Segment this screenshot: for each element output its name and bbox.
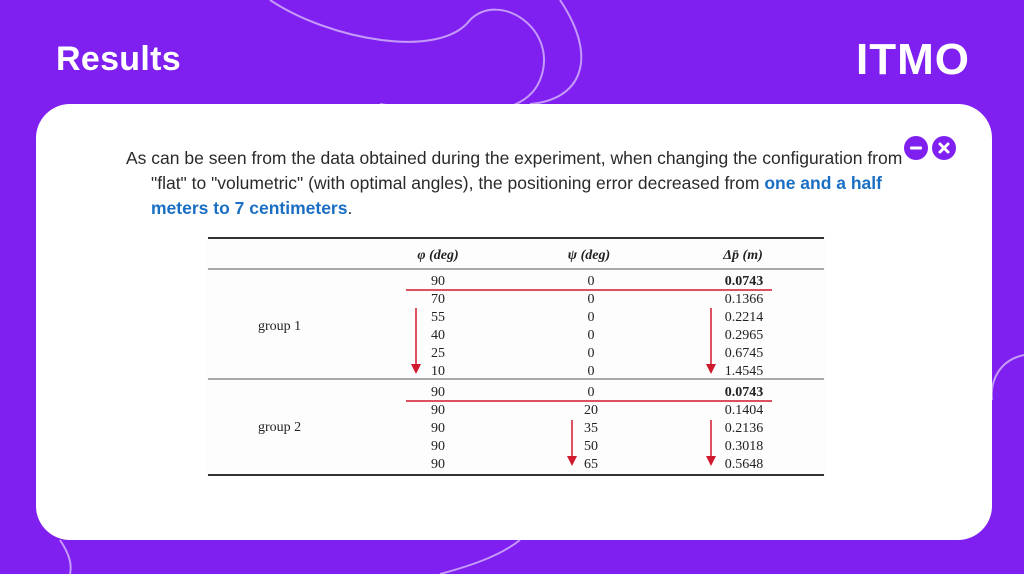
close-circle-icon bbox=[932, 136, 956, 160]
card-controls bbox=[902, 136, 962, 162]
arrow-down-icon bbox=[706, 308, 716, 374]
table-cell: 0.2965 bbox=[724, 328, 764, 343]
paragraph-highlight: one and a half meters to 7 centimeters bbox=[151, 173, 882, 218]
group-label: group 1 bbox=[258, 319, 302, 334]
table-cell: 0 bbox=[587, 346, 595, 361]
table-cell: 0 bbox=[587, 274, 595, 289]
table-cell: 35 bbox=[584, 421, 598, 436]
paragraph-text: As can be seen from the data obtained during the experiment, when changing the configuration from "flat" to "volumetric" (with optimal angles), the positioning error decreased from bbox=[126, 148, 903, 193]
slide-title: Results bbox=[56, 40, 181, 78]
header-dp: Δp̄ (m) bbox=[723, 248, 763, 263]
table-cell: 0.6745 bbox=[724, 346, 764, 361]
table-cell: 0 bbox=[587, 328, 595, 343]
itmo-logo bbox=[856, 36, 996, 84]
table-cell: 20 bbox=[584, 403, 598, 418]
content-card bbox=[36, 104, 992, 540]
logo-text: ITMO bbox=[856, 35, 970, 84]
table-cell: 50 bbox=[584, 439, 598, 454]
table-cell: 70 bbox=[431, 292, 445, 307]
table-cell: 0.1366 bbox=[724, 292, 764, 307]
result-paragraph bbox=[126, 146, 911, 221]
header-phi: φ (deg) bbox=[417, 248, 459, 263]
arrow-down-icon bbox=[411, 308, 421, 374]
table-cell: 0 bbox=[587, 310, 595, 325]
table-cell: 40 bbox=[431, 328, 445, 343]
table-cell: 65 bbox=[584, 457, 598, 472]
arrow-down-icon bbox=[706, 420, 716, 466]
table-cell: 90 bbox=[431, 385, 445, 400]
table-cell: 0.2136 bbox=[724, 421, 764, 436]
table-cell: 0.3018 bbox=[724, 439, 764, 454]
table-cell: 0.5648 bbox=[724, 457, 764, 472]
header-psi: ψ (deg) bbox=[567, 248, 611, 263]
table-cell: 90 bbox=[431, 274, 445, 289]
results-table-graphic bbox=[206, 236, 826, 480]
table-cell: 0 bbox=[587, 364, 595, 379]
close-button[interactable] bbox=[932, 136, 956, 160]
table-cell: 25 bbox=[431, 346, 445, 361]
table-cell: 55 bbox=[431, 310, 445, 325]
results-table bbox=[206, 236, 826, 480]
table-cell: 0.0743 bbox=[724, 274, 764, 289]
arrow-down-icon bbox=[567, 420, 577, 466]
paragraph-end: . bbox=[347, 198, 353, 218]
group-label: group 2 bbox=[258, 420, 302, 435]
table-cell: 0 bbox=[587, 385, 595, 400]
table-cell: 0 bbox=[587, 292, 595, 307]
table-cell: 90 bbox=[431, 439, 445, 454]
table-cell: 90 bbox=[431, 457, 445, 472]
table-cell: 0.1404 bbox=[724, 403, 764, 418]
table-cell: 90 bbox=[431, 403, 445, 418]
table-cell: 0.2214 bbox=[724, 310, 764, 325]
table-cell: 0.0743 bbox=[724, 385, 764, 400]
table-cell: 1.4545 bbox=[724, 364, 764, 379]
table-cell: 90 bbox=[431, 421, 445, 436]
table-cell: 10 bbox=[431, 364, 445, 379]
